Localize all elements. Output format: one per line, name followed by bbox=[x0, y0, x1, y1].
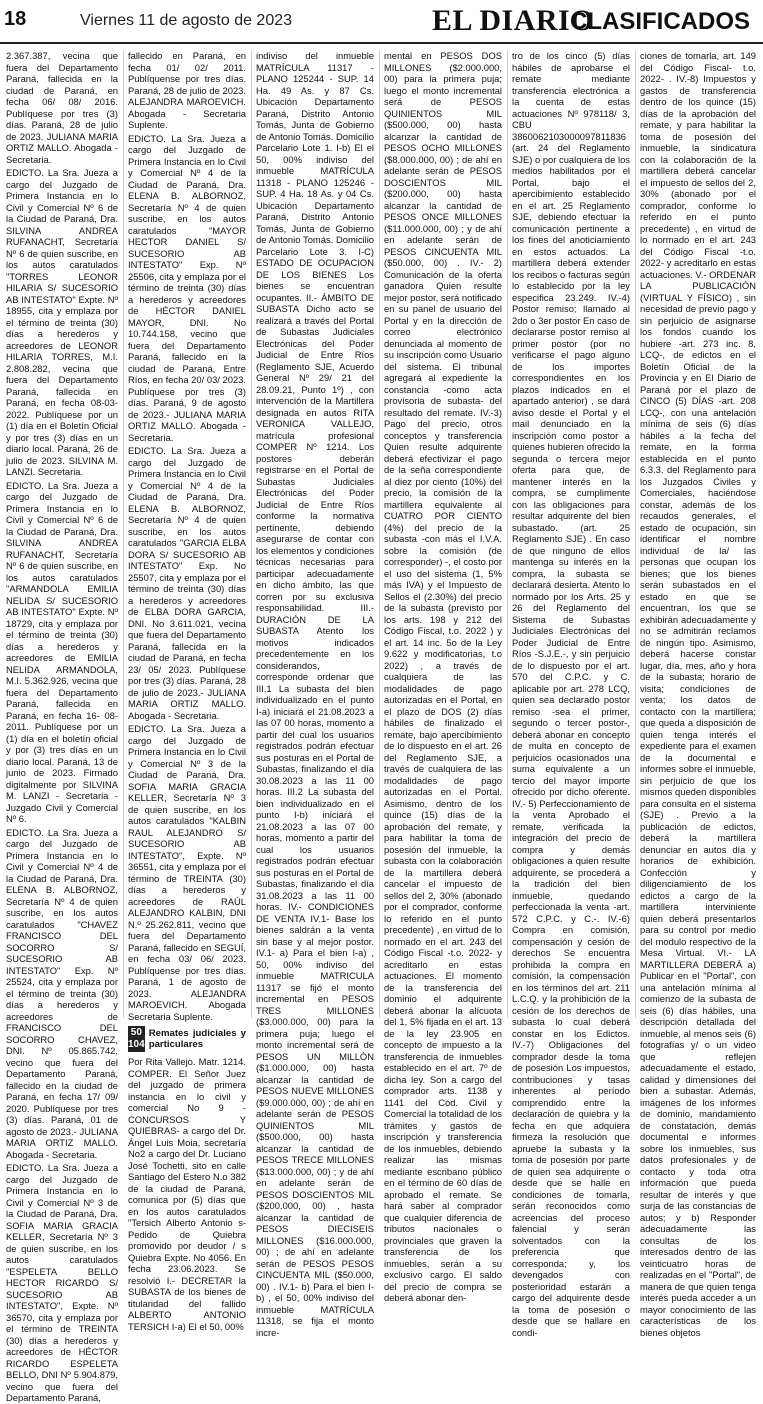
notice-text: ciones de tomarla, art. 149 del Código Fiscal- t.o. 2022- . IV.-8) Impuestos y gastos de transferencia dentro de los quince (15) días de la aprobación del remate, y para habilitar la toma de posesión del inmueble, la sindicatura con la colaboración de la martillera deberá cancelar el impuesto de sellos del 2, 30% (abonado por el comprador, conforme lo referido en el punto precedente) , en virtud de lo normado en el art. 243 del Código Fiscal -t.o. 2022- y acreditarlo en estas actuaciones. V.- ORDENAR LA PUBLICACIÓN (VIRTUAL Y FÍSICO) , sin necesidad de previo pago y sin perjuicio de asignarse los fondos cuando los hubiere -art. 273 inc. 8, LCQ-, de edictos en el Boletín Oficial de la Provincia y en El Diario de Paraná por el plazo de CINCO (5) DÍAS -art. 208 LCQ-, con una antelación mínima de seis (6) días hábiles a la fecha del remate, en la forma establecida en el punto 6.3.3. del Reglamento para los Juzgados Civiles y Comerciales, haciéndose constar, además de los recaudos generales, el estado de ocupación, sin identificar el nombre individual de la/ las personas que ocupan los bienes; que los bienes serán subastados en el estado en que se encuentran, los que se exhibirán adecuadamente y no se admitirán reclamos de ningún tipo. Asimismo, deberá hacerse constar lugar, día, mes, año y hora de la subasta; horario de visita; condiciones de venta; los datos de contacto con la martillera; que queda a disposición de quien tenga interés el expediente para el examen de la documental e informes sobre el inmueble, sin perjuicio de que los mismos queden disponibles para consulta en el sistema (SJE) . Previo a la publicación de edictos, deberá la martillera denunciar en autos día y horarios de exhibición. Confección y diligenciamiento de los edictos a cargo de la martillera interviniente quien deberá presentarlos para su control por medio del modulo respectivo de la Mesa Virtual. VI.- LA MARTILLERA DEBERÁ a) Publicar en el "Portal", con una antelación mínima al comienzo de la subasta de seis (6) días hábiles, una descripción detallada del inmueble, al menos seis (6) fotografías y/ o un video que reflejen adecuadamente el estado, calidad y dimensiones del bien a subastar. Además, imágenes de los informes de dominio, mandamiento de constatación, demás documental e informes sobre los inmuebles, sus datos profesionales y de contacto y toda otra información que pueda resultar de interés y que surja de las constancias de autos; y b) Responder adecuadamente las consultas de los interesados dentro de las veinticuatro horas de realizadas en el "Portal", de manera de que quien tenga interés pueda acceder a un mayor conocimiento de las características de los bienes objetos bbox=[640, 50, 756, 1338]
column-divider bbox=[123, 50, 124, 1018]
notice-text: EDICTO. La Sra. Jueza a cargo del Juzgado de Primera Instancia en lo Civil y Comercial Nº 3 de la Ciudad de Paraná, Dra. SOFIA MARIA GRACIA KELLER, Secretaría Nº 3 de quien suscribe, en los autos caratulados "KALBIN RAUL ALEJANDRO S/ SUCESORIO AB INTESTATO", Expte. Nº 36551, cita y emplaza por el término de TREINTA (30) días a herederos y acreedores de RAÚL ALEJANDRO KALBIN, DNI N.º 25.262.811, vecino que fuera del Departamento Paraná, fallecido en SEGUÍ, en fecha 03/ 06/ 2023. Publíquense por tres días. Paraná, 1 de agosto de 2023. ALEJANDRA MAROEVICH. Abogada Secretaria Suplente. bbox=[128, 723, 246, 1022]
column-divider bbox=[507, 50, 508, 1018]
column-4 bbox=[384, 50, 502, 1303]
newspaper-masthead: EL DIARIO bbox=[432, 4, 595, 37]
category-number: 50 104 bbox=[128, 1027, 145, 1050]
column-6 bbox=[640, 50, 756, 1338]
notice-text: EDICTO. La Sra. Jueza a cargo del Juzgado de Primera Instancia en lo Civil y Comercial Nº 6 de la Ciudad de Paraná, Dra. SILVINA ANDREA RUFANACHT, Secretaría Nº 6 de quien suscribe, en los autos caratulados "TORRES LEONOR HILARIA S/ SUCESORIO AB INTESTATO" Expte. Nº 18955, cita y emplaza por el término de treinta (30) días a herederos y acreedores de LEONOR HILARIA TORRES, M.I. 2.808.282, vecina que fuera del Departamento Paraná, fallecida en Paraná, en fecha 08-03- 2022. Publíquese por un (1) día en el Boletín Oficial y por tres (3) días en un diario local. Paraná, 26 de julio de 2023. SILVINA M. LANZI. Secretaria. bbox=[6, 167, 118, 477]
column-divider bbox=[635, 50, 636, 1018]
notice-text: EDICTO. La Sra. Jueza a cargo del Juzgado de Primera Instancia en lo Civil y Comercial Nº 4 de la Ciudad de Paraná, Dra. ELENA B. ALBORNOZ, Secretaría Nº 4 de quien suscribe, en los autos caratulados "CHAVEZ FRANCISCO DEL SOCORRO S/ SUCESORIO AB INTESTATO" Exp. Nº 25524, cita y emplaza por el término de treinta (30) días a herederos y acreedores de FRANCISCO DEL SOCORRO CHAVEZ, DNI. Nº 05.865.742, vecino que fuera del Departamento Paraná, fallecido en la ciudad de Paraná, en fecha 17/ 09/ 2020. Publíquese por tres (3) días. Paraná, 01 de agosto de 2023.- JULIANA MARIA ORTIZ MALLO. Abogada - Secretaria. bbox=[6, 826, 118, 1160]
category-header bbox=[128, 1026, 246, 1052]
notice-text: EDICTO. La Sra. Jueza a cargo del Juzgado de Primera Instancia en lo Civil y Comercial Nº 4 de la Ciudad de Paraná, Dra. ELENA B. ALBORNOZ, Secretaría Nº 4 de quien suscribe, en los autos caratulados "GARCIA ELBA DORA S/ SUCESORIO AB INTESTATO" Exp. No 25507, cita y emplaza por el término de treinta (30) días a herederos y acreedores de ELBA DORA GARCIA, DNI. No 3.611.021, vecina que fuera del Departamento Paraná, fallecida en la ciudad de Paraná, en fecha 23/ 05/ 2023. Publíquese por tres (3) días. Paraná, 28 de julio de 2023.- JULIANA MARIA ORTIZ MALLO. Abogada - Secretaria. bbox=[128, 445, 246, 721]
notice-text: tro de los cinco (5) días hábiles de aprobarse el remate mediante transferencia electrónica a la cuenta de estas actuaciones Nº 978118/ 3, CBU 3860062103000097811836 (art. 24 del Reglamento SJE) o por cualquiera de los medios habilitados por el Portal, bajo el apercibimiento establecido en el art. 25 Reglamento SJE, debiendo efectuar la comunicación pertinente a los fines del anoticiamiento en estos actuados. La martillera deberá extender los recibos o facturas según lo establecido por la ley especifica 23.249. IV.-4) Postor remiso; llamado al 2do o 3er postor En caso de declararse postor remiso al primer postor (por no verificarse el pago alguno de los importes correspondientes en los plazos indicados en el apartado anterior) , se dará aviso desde el Portal y el mail denunciado en la inscripción como postor a quienes hubieren ofrecido la segunda o tercera mejor oferta para que, de mantener interés en la compra, se cumplimente con las obligaciones para resultar adquirente del bien subastado. (art. 25 Reglamento SJE) . En caso de que ninguno de ellos mantenga su interés en la compra, la subasta se declarará desierta. Atento lo normado por los Arts. 25 y 26 del Reglamento del Sistema de Subastas Judiciales Electrónicas del Poder Judicial de Entre Ríos -S.J.E.-, y sin perjuicio de lo dispuesto por el art. 570 del C.P.C. y C. aplicable por art. 278 LCQ, quien sea declarado postor remiso -sea el primer, segundo o tercer postor-, deberá abonar en concepto de multa en concepto de perjuicios ocasionados una suma equivalente a un tercio del mayor importe ofrecido por dicho oferente. IV.- 5) Perfeccionamiento de la venta Aprobado el remate, verificada la integración del precio de compra y demás obligaciones a quien resulte adquirente, se procederá a la tradición del bien inmueble, quedando perfeccionada la venta -art. 572 C.P.C. y C.-. IV.-6) Compra en comisión, compensación y cesión de derechos Se encuentra prohibida la compra en comisión, la compensación en los términos del art. 211 L.C.Q. y la prohibición de la cesión de los derechos de subasta lo cual deberá constar en los Edictos. IV.-7) Obligaciones del comprador desde la toma de posesión Los impuestos, contribuciones y tasas inherentes al período comprendido entre la declaración de quiebra y la fecha en que adquiera firmeza la resolución que apruebe la subasta y la toma de posesión por parte de quien sea adquirente o desde que se halle en condiciones de tomarla, serán reconocidos como acreencias del proceso falencial y serán solventados con la preferencia que corresponda; y, los devengados con posterioridad estarán a cargo del adquirente desde la toma de posesión o desde que se hallare en condi- bbox=[512, 50, 630, 1338]
column-divider bbox=[251, 50, 252, 1018]
page-header bbox=[0, 0, 763, 44]
category-title: Remates judiciales y particulares bbox=[148, 1028, 246, 1050]
notice-text: Por Rita Vallejo. Matr. 1214. COMPER. El Señor Juez del juzgado de primera instancia en lo civil y comercial No 9 - CONCURSOS Y QUIEBRAS- a cargo del Dr. Ángel Luis Moia, secretaría No2 a cargo del Dr. Luciano José Tochetti, sito en calle Santiago del Estero N.o 382 de la ciudad de Paraná, comunica por (5) días que en los autos caratulados "Tersich Alberto Antonio s- Pedido de Quiebra promovido por deudor / s Quiebra Expte. No 4056. En fecha 23.06.2023. Se resolvió I.- DECRETAR la SUBASTA de los bienes de titularidad del fallido ALBERTO ANTONIO TERSICH I-a) El el 50, 00% bbox=[128, 1056, 246, 1332]
notice-text: indiviso del inmueble MATRÍCULA 11317 - PLANO 125244 - SUP. 14 Ha. 49 As. y 87 Cs. Ubicación Departamento Paraná, Distrito Antonio Tomás, Junta de Gobierno de Antonio Tomás. Domicilio Parcelario Lote 1. I-b) El el 50, 00% indiviso del inmueble MATRÍCULA 11318 - PLANO 125246 - SUP. 4 Ha. 18 As. y 04 Cs. Ubicación Departamento Paraná, Distrito Antonio Tomás, Junta de Gobierno de Antonio Tomás. Domicilio Parcelario Lote 3. I-C) ESTADO DE OCUPACION DE LOS BIENES Los bienes se encuentran ocupantes. II.- ÁMBITO DE SUBASTA Dicho acto se realizará a través del Portal de Subastas Judiciales Electrónicas del Poder Judicial de Entre Ríos (Reglamento SJE, Acuerdo General Nº 29/ 21 del 28.09.21, Punto 1º) , con intervención de la Martillera designada en autos RITA VERONICA VALLEJO, matrícula profesional COMPER Nº 1214. Los postores deberán registrarse en el Portal de Subastas Judiciales Electrónicas del Poder Judicial de Entre Ríos conforme la normativa pertinente, debiendo asegurarse de contar con los elementos y condiciones técnicas necesarias para participar adecuadamente en dicho ámbito, las que corren por su exclusiva responsabilidad. III.- DURACIÓN DE LA SUBASTA Atento los motivos indicados precedentemente en los considerandos, corresponde ordenar que III.1 La subasta del bien individualizado en el punto I-a) iniciará el 21.08.2023 a las 07 00 horas, momento a partir del cual los usuarios registrados podrán efectuar sus posturas en el Portal de Subastas, finalizando el día 30.08.2023 a las 11 00 horas. III.2 La subasta del bien individualizado en el punto I-b) iniciará el 21.08.2023 a las 07 00 horas, momento a partir del cual los usuarios registrados podrán efectuar sus posturas en el Portal de Subastas, finalizando el día 31.08.2023 a las 11 00 horas. IV.- CONDICIONES DE VENTA IV.1- Base los bienes saldrán a la venta sin base y al mejor postor. IV.1- a) Para el bien I-a) , 50, 00% indiviso del inmueble MATRICULA 11317 se fijó el monto incremental en PESOS TRES MILLONES ($3.000.000, 00) para la primera puja; luego el monto incremental será de PESOS UN MILLÓN ($1.000.000, 00) hasta alcanzar la cantidad de PESOS NUEVE MILLONES ($9.000.000, 00) ; de ahí en adelante serán de PESOS QUINIENTOS MIL ($500.000, 00) hasta alcanzar la cantidad de PESOS TRECE MILLONES ($13.000.000, 00) ; y de ahí en adelante serán de PESOS DOSCIENTOS MIL ($200.000, 00) , hasta alcanzar la cantidad de PESOS DIECISEIS MILLONES ($16.000.000, 00) ; de ahí en adelante serán de PESOS PESOS CINCUENTA MIL ($50.000, 00) . IV.1- b) Para el bien I-b) , el 50, 00% indiviso del inmueble MATRÍCULA 11318, se fija el monto incre- bbox=[256, 50, 374, 1338]
notice-text: 2.367.387, vecina que fuera del Departamento Paraná, fallecida en la ciudad de Paraná, en fecha 06/ 08/ 2016. Publíquese por tres (3) días. Paraná, 28 de julio de 2023. JULIANA MARIA ORTIZ MALLO. Abogada - Secretaria. bbox=[6, 50, 118, 165]
column-2 bbox=[128, 50, 246, 1332]
page-number: 18 bbox=[4, 8, 27, 30]
issue-date: Viernes 11 de agosto de 2023 bbox=[80, 12, 293, 29]
notice-text: EDICTO. La Sra. Jueza a cargo del Juzgado de Primera Instancia en lo Civil y Comercial Nº 4 de la Ciudad de Paraná, Dra. ELENA B. ALBORNOZ, Secretaría Nº 4 de quien suscribe, en los autos caratulados "MAYOR HECTOR DANIEL S/ SUCESORIO AB INTESTATO" Exp. Nº 25506, cita y emplaza por el término de treinta (30) días a herederos y acreedores de HÉCTOR DANIEL MAYOR, DNI. No 10.744.158, vecino que fuera del Departamento Paraná, fallecido en la ciudad de Paraná, Entre Ríos, en fecha 20/ 03/ 2023. Publíquese por tres (3) días. Paraná, 9 de agosto de 2023.- JULIANA MARIA ORTIZ MALLO. Abogada - Secretaria. bbox=[128, 132, 246, 443]
notice-text: fallecido en Paraná, en fecha 01/ 02/ 2011. Publíquense por tres días. Paraná, 28 de julio de 2023. ALEJANDRA MAROEVICH. Abogada - Secretaria Suplente. bbox=[128, 50, 246, 130]
column-1 bbox=[6, 50, 118, 1403]
notice-text: mental en PESOS DOS MILLONES ($2.000.000, 00) para la primera puja; luego el monto incremental será de PESOS QUINIENTOS MIL ($500.000, 00) hasta alcanzar la cantidad de PESOS OCHO MILLONES ($8.000.000, 00) ; de ahí en adelante serán de PESOS DOSCIENTOS MIL ($200.000, 00) hasta alcanzar la cantidad de PESOS ONCE MILLONES ($11.000.000, 00) ; y de ahí en adelante serán de PESOS CINCUENTA MIL ($50.000, 00) . IV.- 2) Comunicación de la oferta ganadora Quien resulte mejor postor, será notificado en su panel de usuario del Portal y en la dirección de correo electrónico denunciada al momento de su inscripción como Usuario del sistema. El tribunal agregará al expediente la constancia -como acta provisoria de subasta- del resultado del remate. IV.-3) Pago del precio, otros conceptos y transferencia Quien resulte adquirente deberá efectivizar el pago de la seña correspondiente al diez por ciento (10%) del precio, la comisión de la martillera equivalente al CUATRO POR CIENTO (4%) del precio de la subasta -con más el I.V.A. sobre la comisión (de corresponder) -, el costo por el uso del sistema (1, 5% más IVA) y el Impuesto de Sellos el (2.30%) del precio de la subasta (previsto por los arts. 198 y 212 del Código Fiscal, t.o. 2022 ) y el art. 14 inc. 5o de la Ley 9.622 y modificatorias, t.o 2022) , a través de cualquiera de las modalidades de pago autorizadas en el Portal, en el plazo de DOS (2) días hábiles de finalizado el remate, bajo apercibimiento de lo dispuesto en el art. 26 del Reglamento SJE, a través de cualquiera de las modalidades de pago autorizadas en el Portal. Asimismo, dentro de los quince (15) días de la aprobación del remate, y para habilitar la toma de posesión del inmueble, la subasta con la colaboración de la martillera deberá cancelar el impuesto de sellos del 2, 30% (abonado por el comprador, conforme lo referido en el punto precedente) , en virtud de lo normado en el art. 243 del Código Fiscal -t.o. 2022- y acreditarlo en estas actuaciones. El momento de la transferencia del dominio el adquirente deberá abonar la alícuota del 1, 5% fijada en el art. 13 de la ley 23.905 en concepto de impuesto a la transferencia de inmuebles establecido en el art. 7º de dicha ley. Son a cargo del comprador arts. 1138 y 1141 del Cód. Civil y Comercial la totalidad de los trámites y gastos de inscripción y transferencia de los inmuebles, debiendo realizar las mismas mediante escribano público en el término de 60 días de aprobado el remate. Se hará saber al comprador que cualquier diferencia de tributos nacionales o provinciales que graven la transferencia de los inmuebles, serán a su exclusivo cargo. El saldo del precio de compra se deberá abonar den- bbox=[384, 50, 502, 1303]
notice-text: EDICTO. La Sra. Jueza a cargo del Juzgado de Primera Instancia en lo Civil y Comercial Nº 6 de la Ciudad de Paraná, Dra. SILVINA ANDREA RUFANACHT, Secretaría Nº 6 de quien suscribe, en los autos caratulados "ARMANDOLA EMILIA NELIDA S/ SUCESORIO AB INTESTATO" Expte. Nº 18729, cita y emplaza por el término de treinta (30) días a herederos y acreedores de EMILIA NELIDA ARMANDOLA, M.I. 5.362.926, vecina que fuera del Departamento Paraná, fallecida en Paraná, en fecha 16- 08- 2011. Publíquese por un (1) día en el boletín oficial y por (3) tres días en un diario local. Paraná, 13 de junio de 2023. Firmado digitalmente por SILVINA M. LANZI - Secretaria - Juzgado Civil y Comercial Nº 6. bbox=[6, 479, 118, 824]
column-5 bbox=[512, 50, 630, 1338]
header-rule bbox=[0, 42, 763, 44]
column-3 bbox=[256, 50, 374, 1338]
section-title: CLASIFICADOS bbox=[570, 8, 750, 35]
notice-text: EDICTO. La Sra. Jueza a cargo del Juzgado de Primera Instancia en lo Civil y Comercial Nº 3 de la Ciudad de Paraná, Dra. SOFIA MARIA GRACIA KELLER, Secretaría Nº 3 de quien suscribe, en los autos caratulados "ESPELETA BELLO HECTOR RICARDO S/ SUCESORIO AB INTESTATO", Expte. Nº 36570, cita y emplaza por el término de TREINTA (30) días a herederos y acreedores de HÉCTOR RICARDO ESPELETA BELLO, DNI Nº 5.904.879, vecino que fuera del Departamento Paraná, bbox=[6, 1162, 118, 1403]
column-divider bbox=[379, 50, 380, 1018]
